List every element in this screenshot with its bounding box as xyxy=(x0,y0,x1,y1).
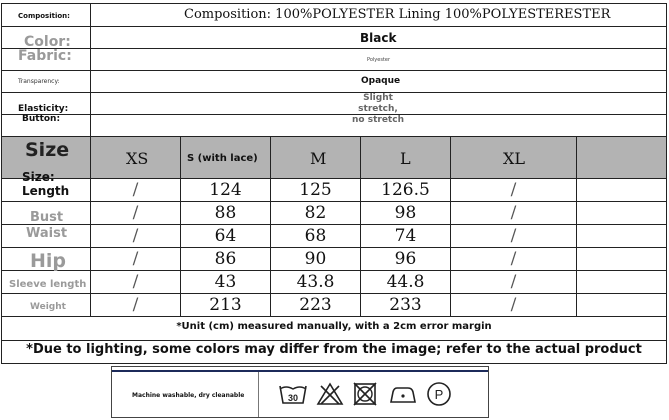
table-cell: / xyxy=(132,203,139,223)
dry-clean-letter: P xyxy=(434,387,444,402)
table-rule xyxy=(1,48,667,49)
table-cell: / xyxy=(510,203,517,223)
table-cell: / xyxy=(510,226,517,246)
label-composition: Composition: xyxy=(18,12,70,20)
table-rule xyxy=(1,26,667,27)
label-fabric: Fabric: xyxy=(18,48,72,64)
iron-low-icon xyxy=(388,382,418,406)
table-cell: 64 xyxy=(214,226,237,246)
table-rule xyxy=(1,270,667,271)
color-value: Black xyxy=(360,31,397,45)
table-cell: / xyxy=(510,272,517,292)
table-rule xyxy=(1,92,667,93)
table-cell: 233 xyxy=(389,295,422,315)
table-rule xyxy=(576,136,577,316)
table-rule xyxy=(1,178,667,179)
dry-clean-p-icon xyxy=(426,381,452,407)
label-size-length: Size: Length xyxy=(22,170,70,198)
table-cell: 98 xyxy=(394,203,417,223)
table-rule xyxy=(1,136,667,137)
label-elasticity: Elasticity: xyxy=(18,104,69,114)
table-cell: 82 xyxy=(304,203,327,223)
table-rule xyxy=(1,3,667,4)
size-header-label: Size xyxy=(25,139,70,161)
label-color: Color: xyxy=(24,34,71,50)
table-cell: / xyxy=(132,249,139,269)
size-s: S (with lace) xyxy=(187,153,258,164)
table-cell: 213 xyxy=(209,295,242,315)
table-cell: / xyxy=(510,180,517,200)
table-cell: 223 xyxy=(299,295,332,315)
care-label-divider xyxy=(258,372,259,417)
table-rule xyxy=(1,114,667,115)
table-rule xyxy=(1,316,667,317)
table-cell: / xyxy=(132,272,139,292)
size-xs: XS xyxy=(126,149,149,168)
table-cell: 43 xyxy=(214,272,237,292)
table-cell: 124 xyxy=(209,180,242,200)
label-waist: Waist xyxy=(26,226,68,241)
table-rule xyxy=(1,224,667,225)
size-header-band xyxy=(1,136,667,178)
table-cell: / xyxy=(510,295,517,315)
table-rule xyxy=(90,3,91,316)
no-tumble-dry-icon xyxy=(352,382,378,406)
table-cell: / xyxy=(132,226,139,246)
table-cell: 125 xyxy=(299,180,332,200)
care-label xyxy=(111,366,489,418)
label-bust: Bust xyxy=(30,210,64,225)
lighting-note: *Due to lighting, some colors may differ from the image; refer to the actual product xyxy=(26,342,642,357)
table-cell: 74 xyxy=(394,226,417,246)
table-cell: 86 xyxy=(214,249,237,269)
label-button: Button: xyxy=(22,114,61,124)
table-cell: 44.8 xyxy=(386,272,425,292)
table-cell: / xyxy=(132,295,139,315)
size-m: M xyxy=(310,149,327,168)
unit-note: *Unit (cm) measured manually, with a 2cm error margin xyxy=(176,321,492,332)
table-cell: / xyxy=(510,249,517,269)
elasticity-value: Slight stretch, no stretch xyxy=(352,93,404,125)
table-rule xyxy=(1,363,667,364)
fabric-value: Polyester xyxy=(367,57,391,63)
table-rule xyxy=(1,70,667,71)
label-hip: Hip xyxy=(30,250,67,272)
composition-value: Composition: 100%POLYESTER Lining 100%POLYESTERESTER xyxy=(184,7,611,22)
table-cell: / xyxy=(132,180,139,200)
table-rule xyxy=(1,247,667,248)
wash-30-icon xyxy=(278,382,308,406)
table-rule xyxy=(1,293,667,294)
transparency-value: Opaque xyxy=(361,76,401,86)
label-transparency: Transparency: xyxy=(18,78,60,85)
size-l: L xyxy=(400,149,411,168)
table-cell: 126.5 xyxy=(381,180,430,200)
table-rule xyxy=(1,201,667,202)
table-rule xyxy=(666,3,667,363)
table-cell: 43.8 xyxy=(296,272,335,292)
table-rule xyxy=(1,340,667,341)
wash-temp-label: 30 xyxy=(287,393,299,403)
table-cell: 68 xyxy=(304,226,327,246)
care-label-text: Machine washable, dry cleanable xyxy=(132,392,245,399)
table-cell: 96 xyxy=(394,249,417,269)
label-sleeve-length: Sleeve length xyxy=(9,279,87,290)
no-bleach-icon xyxy=(316,382,344,406)
care-label-top-rule xyxy=(112,370,488,372)
table-cell: 88 xyxy=(214,203,237,223)
label-weight: Weight xyxy=(30,302,66,312)
size-xl: XL xyxy=(503,149,526,168)
table-rule xyxy=(1,3,2,363)
table-cell: 90 xyxy=(304,249,327,269)
